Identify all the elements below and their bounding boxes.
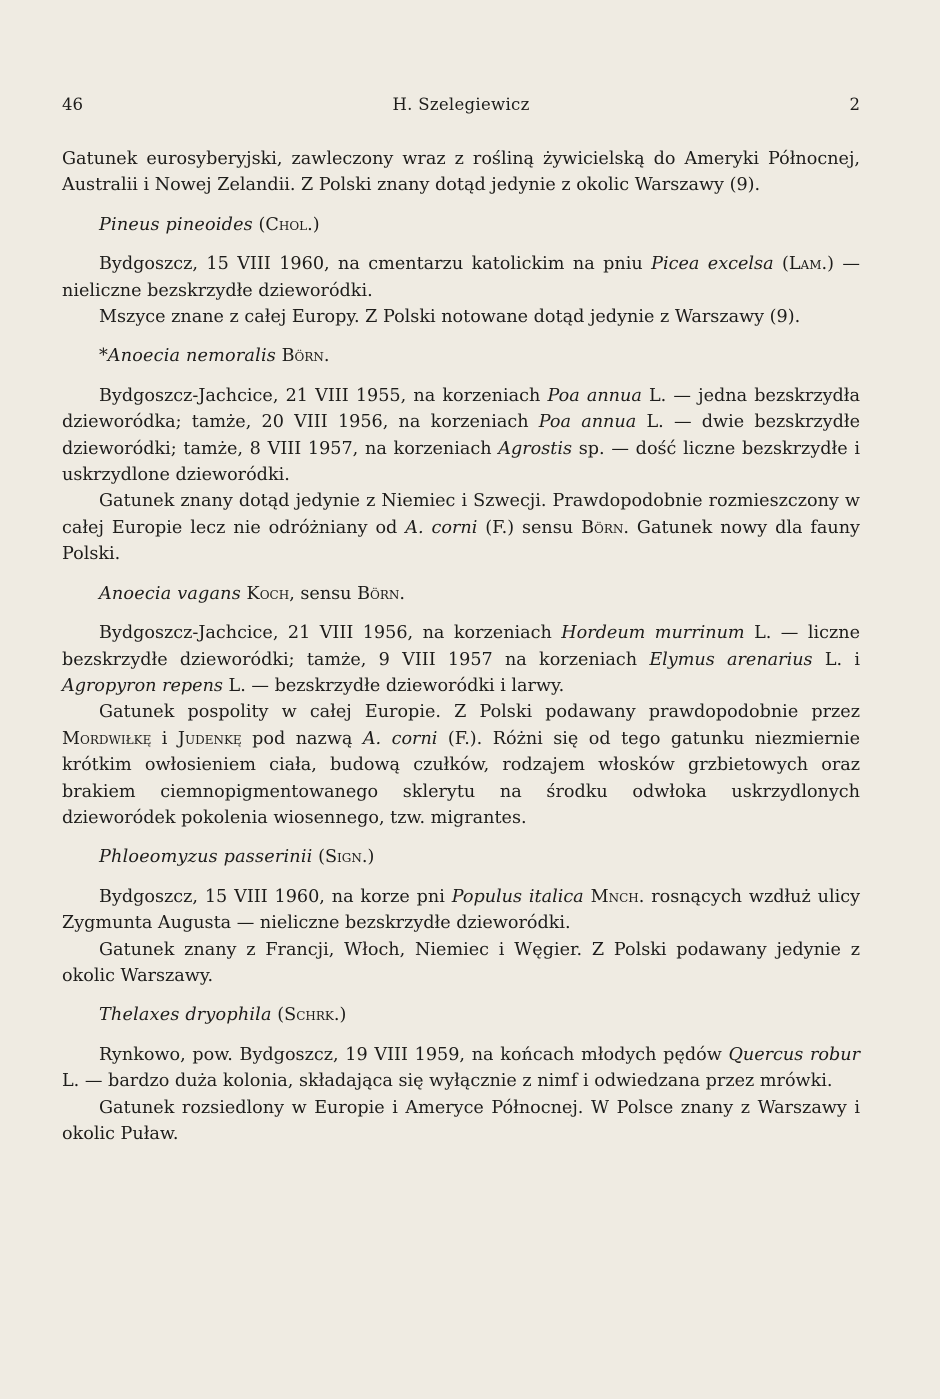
paragraph: Bydgoszcz-Jachcice, 21 VIII 1956, na korzeniach Hordeum murrinum L. — liczne bezskrzydłe dzieworódki; tamże, 9 VIII 1957 na korzeniach Elymus arenarius L. i Agropyron repens L. — bezskrzydłe dzieworódki i larwy. <box>62 623 860 696</box>
issue-number: 2 <box>849 95 860 114</box>
species-heading: Pineus pineoides (Chol.) <box>99 214 320 235</box>
paragraph: Bydgoszcz, 15 VIII 1960, na korze pni Populus italica Mnch. rosnących wzdłuż ulicy Zygmunta Augusta — nieliczne bezskrzydłe dzieworódki. <box>62 886 861 934</box>
body-text <box>62 146 860 1147</box>
running-head: H. Szelegiewicz <box>392 95 530 114</box>
species-heading: Anoecia vagans Koch, sensu Börn. <box>99 583 406 604</box>
paragraph: Bydgoszcz, 15 VIII 1960, na cmentarzu katolickim na pniu Picea excelsa (Lam.) — nieliczne bezskrzydłe dzieworódki. <box>62 254 861 301</box>
paragraph: Gatunek znany z Francji, Włoch, Niemiec i Węgier. Z Polski podawany jedynie z okolic Warszawy. <box>62 939 860 986</box>
species-heading: Phloeomyzus passerinii (Sign.) <box>99 847 375 868</box>
paragraph: Gatunek rozsiedlony w Europie i Ameryce Północnej. W Polsce znany z Warszawy i okolic Puław. <box>62 1097 860 1144</box>
paragraph: Gatunek pospolity w całej Europie. Z Polski podawany prawdopodobnie przez Mordwiłkę i Judenkę pod nazwą A. corni (F.). Różni się od tego gatunku niezmiernie krótkim owłosieniem ciała, budową czułków, rodzajem włosków grzbietowych oraz brakiem ciemnopigmentowanego sklerytu na środku odwłoka uskrzydlonych dzieworódek pokolenia wiosennego, tzw. migrantes. <box>62 702 860 828</box>
page-header <box>62 95 860 119</box>
species-heading: *Anoecia nemoralis Börn. <box>99 346 330 367</box>
paragraph: Gatunek znany dotąd jedynie z Niemiec i Szwecji. Prawdopodobnie rozmieszczony w całej Europie lecz nie odróżniany od A. corni (F.) sensu Börn. Gatunek nowy dla fauny Polski. <box>62 491 860 565</box>
paragraph: Bydgoszcz-Jachcice, 21 VIII 1955, na korzeniach Poa annua L. — jedna bezskrzydła dzieworódka; tamże, 20 VIII 1956, na korzeniach Poa annua L. — dwie bezskrzydłe dzieworódki; tamże, 8 VIII 1957, na korzeniach Agrostis sp. — dość liczne bezskrzydłe i uskrzydlone dzieworódki. <box>62 385 860 486</box>
paragraph: Rynkowo, pow. Bydgoszcz, 19 VIII 1959, na końcach młodych pędów Quercus robur L. — bardzo duża kolonia, składająca się wyłącznie z nimf i odwiedzana przez mrówki. <box>62 1044 860 1092</box>
paragraph: Gatunek eurosyberyjski, zawleczony wraz z rośliną żywicielską do Ameryki Północnej, Australii i Nowej Zelandii. Z Polski znany dotąd jedynie z okolic Warszawy (9). <box>62 149 860 196</box>
paragraph: Mszyce znane z całej Europy. Z Polski notowane dotąd jedynie z Warszawy (9). <box>99 307 801 328</box>
page-number: 46 <box>62 95 83 114</box>
species-heading: Thelaxes dryophila (Schrk.) <box>99 1005 347 1026</box>
